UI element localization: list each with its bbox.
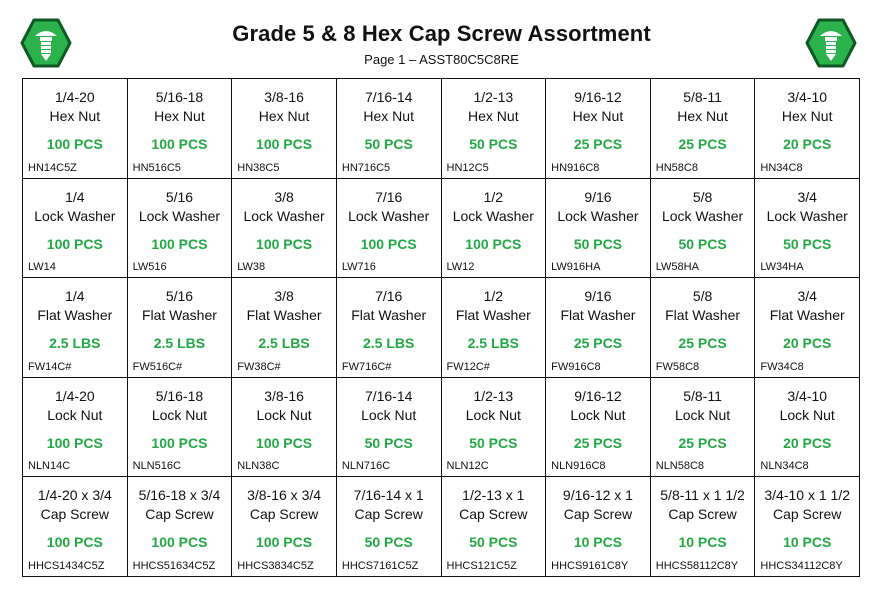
type-label: Lock Washer xyxy=(34,207,116,224)
grid-cell xyxy=(546,278,651,378)
quantity-label: 25 PCS xyxy=(678,335,727,352)
quantity-label: 50 PCS xyxy=(783,235,832,252)
type-label: Flat Washer xyxy=(560,307,636,324)
grid-cell xyxy=(442,79,547,179)
grid-cell xyxy=(755,378,860,478)
quantity-label: 50 PCS xyxy=(678,235,727,252)
page-title: Grade 5 & 8 Hex Cap Screw Assortment xyxy=(232,21,651,46)
sku-label: LW14 xyxy=(28,261,56,274)
sku-label: LW12 xyxy=(446,261,475,274)
size-label: 1/4 xyxy=(65,288,85,305)
size-label: 7/16-14 xyxy=(364,387,413,404)
quantity-label: 25 PCS xyxy=(573,335,623,352)
type-label: Lock Washer xyxy=(661,207,744,224)
quantity-label: 100 PCS xyxy=(360,235,417,252)
quantity-label: 20 PCS xyxy=(783,335,832,352)
page-subtitle: Page 1 – ASST80C5C8RE xyxy=(364,52,519,67)
type-label: Lock Nut xyxy=(465,406,521,423)
quantity-label: 20 PCS xyxy=(783,434,832,451)
grid-cell xyxy=(232,477,337,577)
grid-cell xyxy=(651,179,756,279)
sku-label: HHCS7161C5Z xyxy=(341,559,419,572)
grid-cell xyxy=(337,79,442,179)
type-label: Flat Washer xyxy=(141,307,217,324)
quantity-label: 100 PCS xyxy=(151,235,208,252)
size-label: 5/8 xyxy=(692,288,713,305)
size-label: 9/16 xyxy=(584,188,612,205)
sku-label: LW916HA xyxy=(551,261,601,274)
sku-label: HHCS121C5Z xyxy=(446,559,517,572)
type-label: Lock Nut xyxy=(779,406,835,423)
size-label: 3/8 xyxy=(274,288,294,305)
grid-cell xyxy=(128,79,233,179)
quantity-label: 100 PCS xyxy=(256,235,313,252)
size-label: 7/16-14 x 1 xyxy=(353,487,424,504)
quantity-label: 100 PCS xyxy=(465,235,522,252)
type-label: Hex Nut xyxy=(572,108,624,124)
size-label: 1/4-20 xyxy=(54,89,95,105)
size-label: 1/4 xyxy=(65,188,85,205)
type-label: Hex Nut xyxy=(154,108,205,124)
grid-cell xyxy=(23,179,128,279)
quantity-label: 50 PCS xyxy=(364,534,413,551)
quantity-label: 50 PCS xyxy=(364,434,413,451)
size-label: 5/16-18 xyxy=(155,89,204,105)
sku-label: LW716 xyxy=(341,261,376,274)
sku-label: HN716C5 xyxy=(341,161,391,174)
sku-label: HN34C8 xyxy=(760,161,803,174)
size-label: 9/16-12 xyxy=(574,387,622,404)
size-label: 7/16 xyxy=(375,188,403,205)
grid-cell xyxy=(755,477,860,577)
grid-cell xyxy=(337,278,442,378)
grid-cell xyxy=(23,278,128,378)
type-label: Lock Washer xyxy=(138,207,221,224)
quantity-label: 25 PCS xyxy=(678,136,727,152)
sku-label: FW516C# xyxy=(132,360,183,373)
sku-label: HN58C8 xyxy=(655,161,698,174)
grid-cell xyxy=(232,79,337,179)
grid-cell xyxy=(128,179,233,279)
sku-label: LW38 xyxy=(237,261,266,274)
size-label: 1/2 xyxy=(483,288,504,305)
size-label: 5/16 xyxy=(165,288,194,305)
quantity-label: 25 PCS xyxy=(678,434,727,451)
sku-label: FW38C# xyxy=(237,360,281,373)
grid-cell xyxy=(755,278,860,378)
size-label: 3/8 xyxy=(274,188,294,205)
size-label: 7/16-14 xyxy=(364,89,413,105)
quantity-label: 2.5 LBS xyxy=(467,335,519,352)
sku-label: FW916C8 xyxy=(551,360,601,373)
size-label: 1/2 xyxy=(483,188,504,205)
quantity-label: 10 PCS xyxy=(783,534,832,551)
quantity-label: 50 PCS xyxy=(364,136,413,152)
grid-cell xyxy=(546,477,651,577)
size-label: 1/2-13 x 1 xyxy=(462,487,525,504)
sku-label: HN38C5 xyxy=(237,161,280,174)
quantity-label: 2.5 LBS xyxy=(49,335,101,352)
type-label: Cap Screw xyxy=(40,506,110,523)
quantity-label: 2.5 LBS xyxy=(153,335,206,352)
grid-cell xyxy=(23,477,128,577)
sku-label: FW716C# xyxy=(341,360,392,373)
sku-label: HN916C8 xyxy=(551,161,600,174)
quantity-label: 100 PCS xyxy=(256,136,313,152)
size-label: 3/4 xyxy=(797,288,817,305)
size-label: 3/4-10 x 1 1/2 xyxy=(764,487,850,504)
size-label: 3/4-10 xyxy=(787,387,828,404)
type-label: Cap Screw xyxy=(145,506,214,523)
sku-label: FW34C8 xyxy=(760,360,804,373)
quantity-label: 25 PCS xyxy=(573,136,623,152)
type-label: Flat Washer xyxy=(37,307,113,324)
type-label: Flat Washer xyxy=(246,307,322,324)
size-label: 5/8-11 xyxy=(683,387,722,404)
size-label: 5/16 xyxy=(165,188,194,205)
grid-cell xyxy=(23,79,128,179)
type-label: Hex Nut xyxy=(363,108,414,124)
sku-label: HHCS9161C8Y xyxy=(551,559,629,572)
quantity-label: 10 PCS xyxy=(678,534,727,551)
sku-label: NLN516C xyxy=(132,460,181,473)
sku-label: NLN58C8 xyxy=(655,460,705,473)
sku-label: HN516C5 xyxy=(132,161,181,174)
type-label: Flat Washer xyxy=(665,307,741,324)
quantity-label: 50 PCS xyxy=(469,434,518,451)
size-label: 1/2-13 xyxy=(473,89,514,105)
size-label: 5/8-11 xyxy=(683,89,722,105)
quantity-label: 100 PCS xyxy=(46,434,103,451)
sku-label: NLN916C8 xyxy=(551,460,606,473)
grid-cell xyxy=(23,378,128,478)
type-label: Lock Nut xyxy=(570,406,626,423)
quantity-label: 100 PCS xyxy=(151,534,208,551)
grid-cell xyxy=(442,378,547,478)
sku-label: NLN716C xyxy=(341,460,391,473)
grid-cell xyxy=(546,378,651,478)
sku-label: HN14C5Z xyxy=(28,161,77,174)
type-label: Cap Screw xyxy=(772,506,842,523)
sku-label: NLN12C xyxy=(446,460,489,473)
size-label: 3/8-16 xyxy=(264,387,304,404)
sku-label: LW34HA xyxy=(760,261,804,274)
sku-label: HHCS1434C5Z xyxy=(28,559,105,572)
grid-cell xyxy=(546,179,651,279)
size-label: 1/4-20 xyxy=(54,387,95,404)
type-label: Lock Nut xyxy=(47,406,103,423)
size-label: 3/8-16 xyxy=(264,89,304,105)
quantity-label: 100 PCS xyxy=(46,534,103,551)
size-label: 3/4 xyxy=(797,188,817,205)
quantity-label: 50 PCS xyxy=(573,235,623,252)
sku-label: LW516 xyxy=(132,261,167,274)
size-label: 3/4-10 xyxy=(787,89,828,105)
type-label: Lock Washer xyxy=(452,207,534,224)
grid-cell xyxy=(546,79,651,179)
sku-label: NLN34C8 xyxy=(760,460,809,473)
sku-label: HHCS3834C5Z xyxy=(237,559,314,572)
grid-cell xyxy=(232,378,337,478)
size-label: 9/16 xyxy=(584,288,612,305)
type-label: Cap Screw xyxy=(249,506,319,523)
size-label: 5/8-11 x 1 1/2 xyxy=(660,487,745,504)
quantity-label: 2.5 LBS xyxy=(258,335,310,352)
size-label: 5/16-18 xyxy=(155,387,204,404)
grid-cell xyxy=(337,179,442,279)
type-label: Flat Washer xyxy=(351,307,427,324)
type-label: Flat Washer xyxy=(769,307,845,324)
sku-label: HN12C5 xyxy=(446,161,489,174)
quantity-label: 50 PCS xyxy=(469,534,518,551)
grid-cell xyxy=(651,477,756,577)
type-label: Lock Washer xyxy=(766,207,848,224)
size-label: 3/8-16 x 3/4 xyxy=(247,487,322,504)
size-label: 5/8 xyxy=(692,188,713,205)
quantity-label: 20 PCS xyxy=(783,136,832,152)
size-label: 7/16 xyxy=(375,288,403,305)
quantity-label: 100 PCS xyxy=(256,434,313,451)
quantity-label: 100 PCS xyxy=(151,136,208,152)
sku-label: HHCS34112C8Y xyxy=(760,559,843,572)
type-label: Hex Nut xyxy=(258,108,310,124)
quantity-label: 10 PCS xyxy=(573,534,623,551)
quantity-label: 100 PCS xyxy=(151,434,208,451)
grid-cell xyxy=(128,278,233,378)
type-label: Lock Nut xyxy=(151,406,208,423)
grid-cell xyxy=(755,79,860,179)
type-label: Cap Screw xyxy=(459,506,528,523)
size-label: 9/16-12 xyxy=(574,89,622,105)
quantity-label: 100 PCS xyxy=(46,235,103,252)
type-label: Hex Nut xyxy=(468,108,519,124)
sku-label: HHCS58112C8Y xyxy=(655,559,739,572)
type-label: Hex Nut xyxy=(677,108,728,124)
sku-label: NLN14C xyxy=(28,460,71,473)
grid-cell xyxy=(651,79,756,179)
sku-label: HHCS51634C5Z xyxy=(132,559,216,572)
size-label: 9/16-12 x 1 xyxy=(562,487,633,504)
grid-cell xyxy=(337,378,442,478)
sku-label: LW58HA xyxy=(655,261,699,274)
grid-cell xyxy=(337,477,442,577)
grid-cell xyxy=(128,477,233,577)
sku-label: FW12C# xyxy=(446,360,490,373)
grid-cell xyxy=(651,278,756,378)
quantity-label: 50 PCS xyxy=(469,136,518,152)
grid-cell xyxy=(128,378,233,478)
grid-cell xyxy=(755,179,860,279)
type-label: Cap Screw xyxy=(668,506,737,523)
type-label: Lock Nut xyxy=(674,406,731,423)
grid-cell xyxy=(651,378,756,478)
grid-cell xyxy=(442,278,547,378)
size-label: 5/16-18 x 3/4 xyxy=(138,487,221,504)
size-label: 1/2-13 xyxy=(473,387,514,404)
grid-cell xyxy=(442,477,547,577)
sku-label: FW14C# xyxy=(28,360,72,373)
quantity-label: 100 PCS xyxy=(256,534,313,551)
type-label: Hex Nut xyxy=(781,108,833,124)
size-label: 1/4-20 x 3/4 xyxy=(37,487,112,504)
type-label: Cap Screw xyxy=(354,506,423,523)
grid-cell xyxy=(232,179,337,279)
type-label: Lock Washer xyxy=(557,207,639,224)
quantity-label: 2.5 LBS xyxy=(363,335,415,352)
quantity-label: 100 PCS xyxy=(46,136,103,152)
assortment-grid xyxy=(22,78,860,577)
type-label: Lock Nut xyxy=(256,406,312,423)
grid-cell xyxy=(442,179,547,279)
type-label: Cap Screw xyxy=(563,506,633,523)
type-label: Lock Nut xyxy=(361,406,417,423)
type-label: Flat Washer xyxy=(455,307,531,324)
type-label: Lock Washer xyxy=(348,207,430,224)
type-label: Lock Washer xyxy=(243,207,325,224)
sku-label: NLN38C xyxy=(237,460,280,473)
type-label: Hex Nut xyxy=(49,108,101,124)
grid-cell xyxy=(232,278,337,378)
sku-label: FW58C8 xyxy=(655,360,700,373)
quantity-label: 25 PCS xyxy=(573,434,623,451)
